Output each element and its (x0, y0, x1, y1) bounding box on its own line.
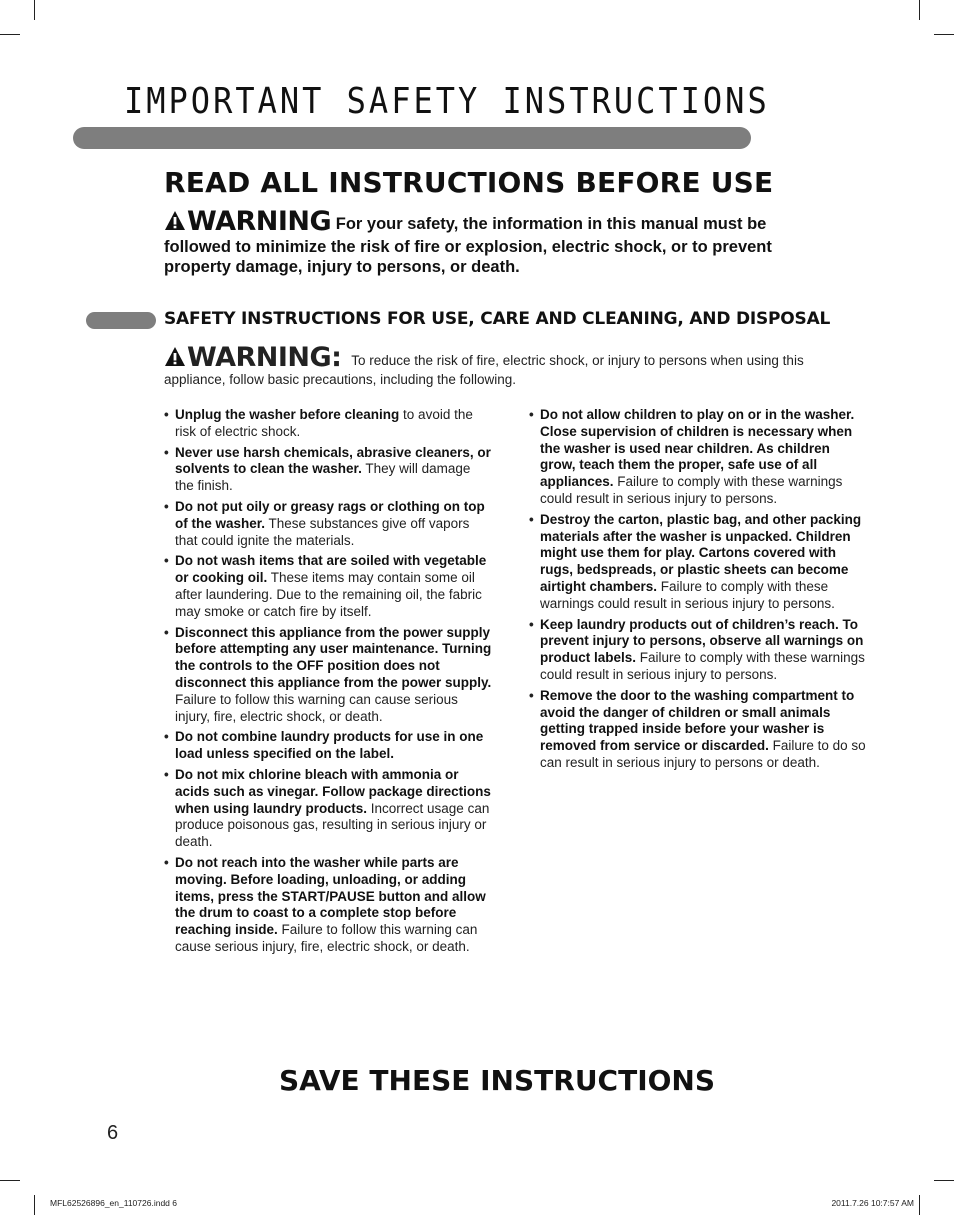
crop-mark (0, 34, 20, 35)
list-item: • Do not allow children to play on or in the washer. Close supervision of children is necessary when the washer is used near children. As children grow, teach them the proper, safe use of all appliances. Failure to comply with these warnings could result in serious injury to persons. (529, 407, 869, 508)
list-item: • Do not combine laundry products for use in one load unless specified on the label. (164, 729, 492, 763)
warning-text: To reduce the risk of fire, electric shock, or injury to persons when using this appliance, follow basic precautions, including the following. (164, 353, 804, 387)
list-item: • Keep laundry products out of children’s reach. To prevent injury to persons, observe all warnings on product labels. Failure to comply with these warnings could result in serious injury to persons. (529, 617, 869, 684)
main-warning (164, 206, 824, 278)
warning-text: For your safety, the information in this manual must be followed to minimize the risk of fire or explosion, electric shock, or to prevent property damage, injury to persons, or death. (164, 215, 772, 276)
crop-mark (34, 0, 35, 20)
list-item: • Do not mix chlorine bleach with ammonia or acids such as vinegar. Follow package directions when using laundry products. Incorrect usage can produce poisonous gas, resulting in serious injury or death. (164, 767, 492, 851)
list-item: • Do not put oily or greasy rags or clothing on top of the washer. These substances give off vapors that could ignite the materials. (164, 499, 492, 549)
list-item: • Disconnect this appliance from the power supply before attempting any user maintenance. Turning the controls to the OFF position does not disconnect this appliance from the power supply. Failure to follow this warning can cause serious injury, fire, electric shock, or death. (164, 625, 492, 726)
section-pill-marker (86, 312, 156, 329)
warning-word: WARNING (187, 206, 332, 237)
section-title: SAFETY INSTRUCTIONS FOR USE, CARE AND CLEANING, AND DISPOSAL (164, 309, 831, 329)
crop-mark (934, 1180, 954, 1181)
warning-word: WARNING: (187, 342, 342, 373)
read-all-heading: READ ALL INSTRUCTIONS BEFORE USE (164, 166, 774, 199)
crop-mark (934, 34, 954, 35)
page-header-title: IMPORTANT SAFETY INSTRUCTIONS (124, 80, 770, 122)
footer-timestamp: 2011.7.26 10:7:57 AM (831, 1198, 914, 1208)
right-column (529, 407, 869, 776)
crop-mark (34, 1195, 35, 1215)
list-item: • Destroy the carton, plastic bag, and other packing materials after the washer is unpacked. Children might use them for play. Cartons covered with rugs, bedspreads, or plastic sheets can become airtight chambers. Failure to comply with these warnings could result in serious injury to persons. (529, 512, 869, 613)
list-item: • Unplug the washer before cleaning to avoid the risk of electric shock. (164, 407, 492, 441)
left-column (164, 407, 492, 960)
list-item: • Do not wash items that are soiled with vegetable or cooking oil. These items may contain some oil after laundering. Due to the remaining oil, the fabric may smoke or catch fire by itself. (164, 553, 492, 620)
crop-mark (919, 1195, 920, 1215)
warning-triangle-icon (164, 210, 186, 237)
header-divider-bar (73, 127, 751, 149)
list-item: • Never use harsh chemicals, abrasive cleaners, or solvents to clean the washer. They will damage the finish. (164, 445, 492, 495)
page-number: 6 (107, 1122, 119, 1144)
footer-file-info: MFL62526896_en_110726.indd 6 (50, 1198, 177, 1208)
crop-mark (0, 1180, 20, 1181)
crop-mark (919, 0, 920, 20)
list-item: • Do not reach into the washer while parts are moving. Before loading, unloading, or adding items, press the START/PAUSE button and allow the drum to coast to a complete stop before reaching inside. Failure to follow this warning can cause serious injury, fire, electric shock, or death. (164, 855, 492, 956)
section-warning (164, 342, 864, 388)
save-instructions-heading: SAVE THESE INSTRUCTIONS (278, 1064, 716, 1097)
warning-triangle-icon (164, 346, 186, 371)
list-item: • Remove the door to the washing compartment to avoid the danger of children or small animals getting trapped inside before your washer is removed from service or discarded. Failure to do so can result in serious injury to persons or death. (529, 688, 869, 772)
